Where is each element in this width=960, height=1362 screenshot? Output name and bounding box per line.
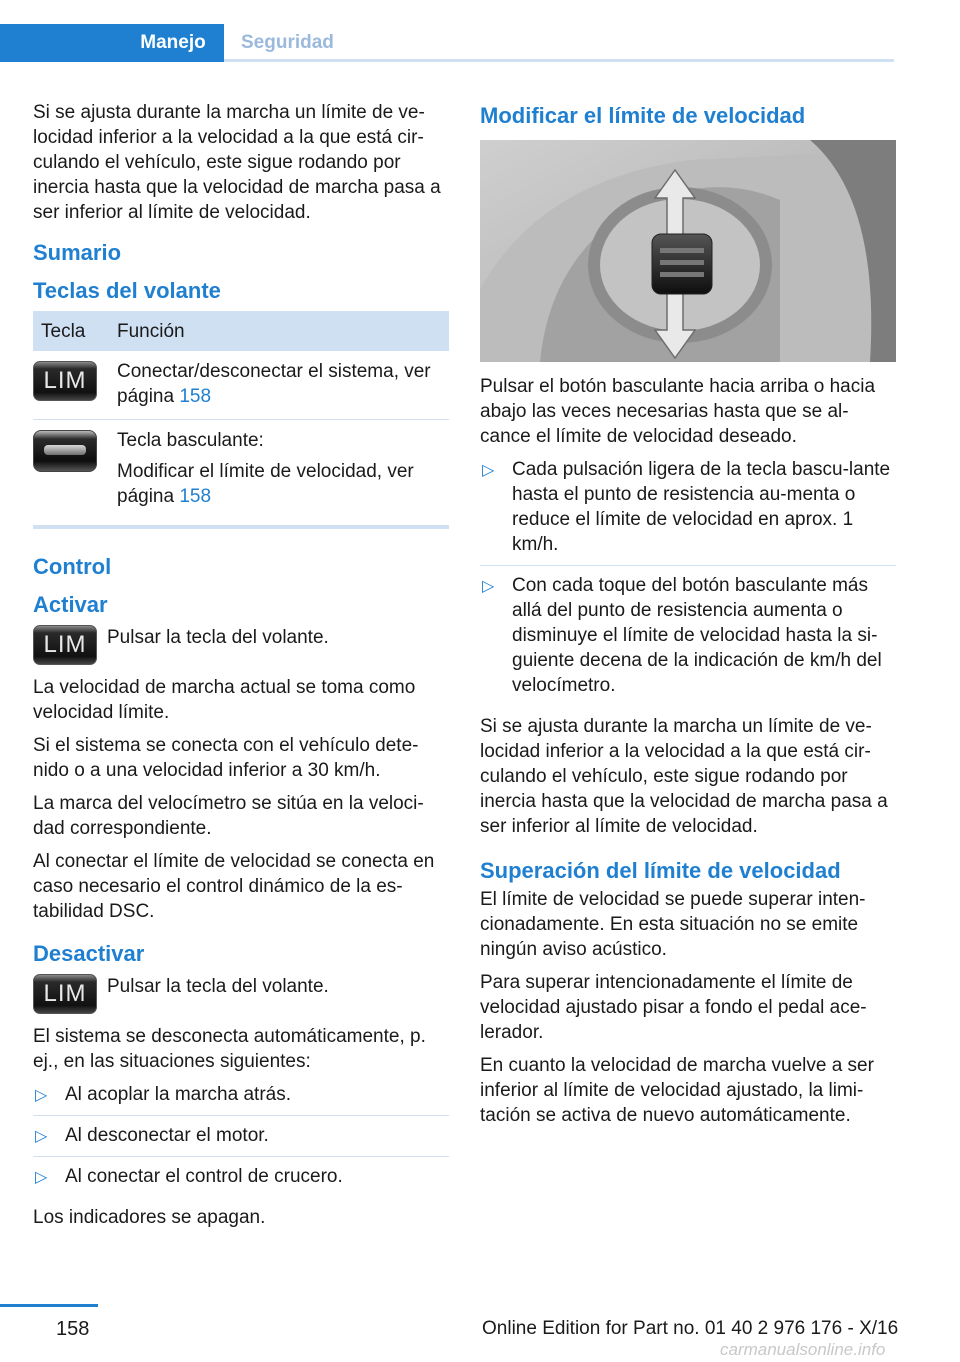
list-item: ▷ Al desconectar el motor. (33, 1123, 449, 1157)
paragraph: Los indicadores se apagan. (33, 1207, 266, 1228)
triangle-bullet-icon: ▷ (35, 1128, 48, 1145)
paragraph: Para superar intencionadamente el límite de velocidad ajustado pisar a fondo el pedal ace-lerador. (480, 972, 867, 1043)
row1-text: Conectar/desconectar el sistema, ver página (117, 361, 431, 407)
footer-accent-line (0, 1304, 98, 1307)
header-accent-block (0, 24, 122, 62)
page-number: 158 (56, 1318, 90, 1340)
triangle-bullet-icon: ▷ (35, 1169, 48, 1186)
list-item: ▷ Con cada toque del botón basculante más allá del punto de resistencia aumenta o disminuye el límite de velocidad hasta la si-guiente decena de la indicación de km/h del velocímetro. (482, 575, 882, 696)
paragraph: La marca del velocímetro se sitúa en la veloci-dad correspondiente. (33, 793, 424, 839)
page-link-158[interactable]: 158 (179, 486, 212, 507)
col-funcion: Función (117, 320, 185, 342)
triangle-bullet-icon: ▷ (35, 1087, 48, 1104)
list-item: ▷ Al acoplar la marcha atrás. (33, 1082, 449, 1116)
paragraph: La velocidad de marcha actual se toma como velocidad límite. (33, 677, 416, 723)
table-header (33, 311, 449, 351)
rocker-button-icon (33, 430, 97, 472)
table-row (33, 419, 449, 525)
paragraph: El sistema se desconecta automáticamente, p. ej., en las situaciones siguientes: (33, 1026, 426, 1072)
desactivar-text: Pulsar la tecla del volante. (107, 976, 329, 997)
row2-title: Tecla basculante: (117, 430, 264, 451)
heading-control: Control (33, 554, 112, 579)
watermark: carmanualsonline.info (720, 1340, 886, 1359)
list-item: ▷ Cada pulsación ligera de la tecla bascu-lante hasta el punto de resistencia au-menta o reduce el límite de velocidad en aprox. 1 km/h. (480, 457, 896, 566)
modification-list (480, 457, 896, 706)
steering-wheel-photo (480, 140, 896, 362)
row2-text: Modificar el límite de velocidad, ver página (117, 461, 414, 507)
steering-button-illustration (480, 140, 896, 362)
activar-instruction (33, 625, 449, 665)
desactivar-instruction (33, 974, 449, 1014)
paragraph: El límite de velocidad se puede superar inten-cionadamente. En esta situación no se emite ningún aviso acústico. (480, 889, 866, 960)
right-column (480, 100, 896, 1136)
deactivation-list (33, 1082, 449, 1197)
triangle-bullet-icon: ▷ (482, 578, 495, 595)
paragraph: Pulsar el botón basculante hacia arriba o hacia abajo las veces necesarias hasta que se al-cance el límite de velocidad deseado. (480, 376, 876, 447)
heading-activar: Activar (33, 592, 108, 617)
intro-paragraph: Si se ajusta durante la marcha un límite de ve-locidad inferior a la velocidad a la que está cir-culando el vehículo, este sigue rodando por inercia hasta que la velocidad de marcha pasa a ser inferior al límite de velocidad. (33, 102, 441, 223)
lim-button-icon: LIM (33, 361, 97, 401)
heading-desactivar: Desactivar (33, 941, 145, 966)
edition-text: Online Edition for Part no. 01 40 2 976 176 - X/16 (482, 1318, 899, 1339)
tab-manejo[interactable]: Manejo (122, 24, 224, 62)
lim-button-icon: LIM (33, 625, 97, 665)
heading-teclas-volante: Teclas del volante (33, 278, 221, 303)
paragraph: En cuanto la velocidad de marcha vuelve a ser inferior al límite de velocidad ajustado, la limi-tación se activa de nuevo automáticamente. (480, 1055, 874, 1126)
triangle-bullet-icon: ▷ (482, 462, 495, 479)
heading-superacion: Superación del límite de velocidad (480, 858, 841, 883)
header-tabs (0, 0, 960, 62)
paragraph: Si el sistema se conecta con el vehículo dete-nido o a una velocidad inferior a 30 km/h. (33, 735, 419, 781)
lim-button-icon: LIM (33, 974, 97, 1014)
keys-table (33, 311, 449, 529)
paragraph: Al conectar el límite de velocidad se conecta en caso necesario el control dinámico de la es-tabilidad DSC. (33, 851, 435, 922)
tab-seguridad[interactable]: Seguridad (241, 32, 334, 53)
page-link-158[interactable]: 158 (179, 386, 212, 407)
heading-sumario: Sumario (33, 240, 122, 265)
header-divider (224, 59, 894, 62)
heading-modificar: Modificar el límite de velocidad (480, 103, 806, 128)
list-item: ▷ Al conectar el control de crucero. (33, 1164, 449, 1197)
left-column (33, 100, 449, 1238)
col-tecla: Tecla (41, 320, 86, 342)
table-row (33, 351, 449, 419)
activar-text: Pulsar la tecla del volante. (107, 627, 329, 648)
paragraph: Si se ajusta durante la marcha un límite de ve-locidad inferior a la velocidad a la que está cir-culando el vehículo, este sigue rodando por inercia hasta que la velocidad de marcha pasa a ser inferior al límite de velocidad. (480, 716, 888, 837)
